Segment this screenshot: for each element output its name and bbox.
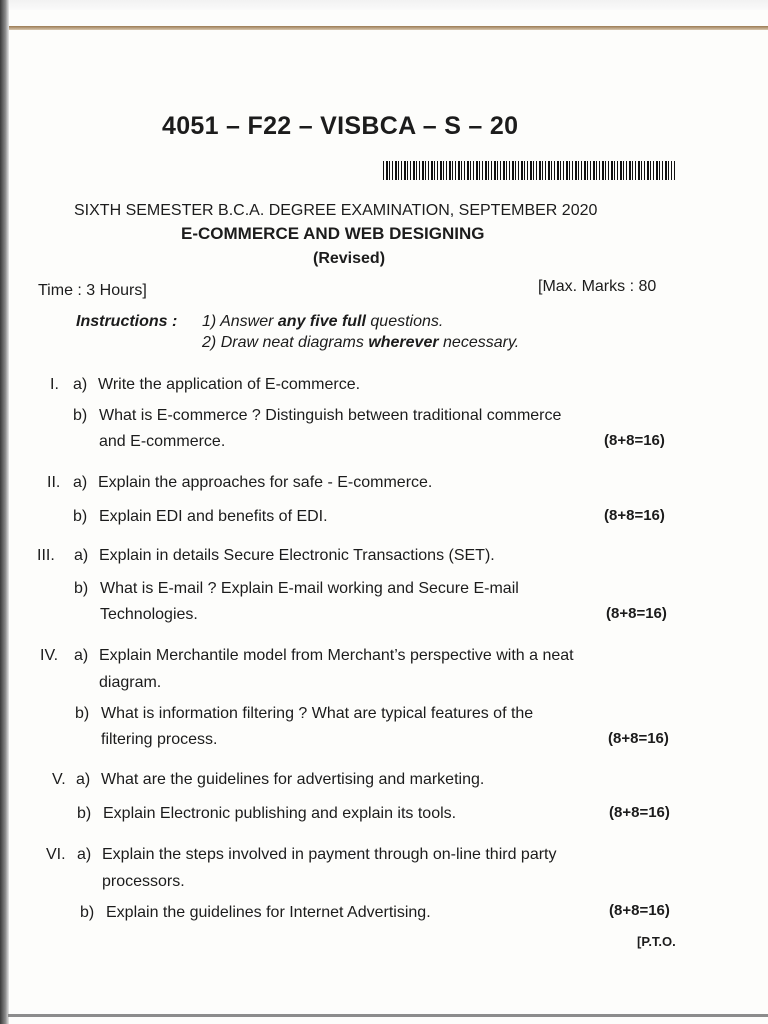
part-label: a) [76, 771, 91, 788]
part-label: b) [80, 904, 95, 921]
barcode [383, 161, 675, 180]
instruction-2: 2) Draw neat diagrams wherever necessary. [202, 334, 520, 351]
time-duration: Time : 3 Hours] [38, 282, 147, 299]
part-label: b) [73, 407, 88, 424]
question-text: Explain the approaches for safe - E-commerce. [98, 474, 433, 491]
marks-label: (8+8=16) [608, 730, 669, 747]
question-number: IV. [40, 647, 59, 664]
question-number: I. [50, 376, 59, 393]
max-marks: [Max. Marks : 80 [538, 278, 657, 295]
part-label: a) [74, 647, 89, 664]
subject-title: E-COMMERCE AND WEB DESIGNING [181, 224, 485, 243]
question-text: Explain the guidelines for Internet Advertising. [106, 904, 431, 921]
question-text: What is E-commerce ? Distinguish between traditional commerce [99, 407, 562, 424]
revised-label: (Revised) [313, 250, 386, 267]
question-text: Explain the steps involved in payment through on-line third party [102, 846, 557, 863]
question-text: processors. [102, 873, 185, 890]
part-label: a) [74, 547, 89, 564]
paper-code: 4051 – F22 – VISBCA – S – 20 [162, 112, 519, 140]
question-number: II. [47, 474, 61, 491]
exam-title: SIXTH SEMESTER B.C.A. DEGREE EXAMINATION, SEPTEMBER 2020 [74, 202, 598, 219]
part-label: a) [73, 474, 88, 491]
marks-label: (8+8=16) [604, 432, 665, 449]
question-text: Explain in details Secure Electronic Transactions (SET). [99, 547, 495, 564]
please-turn-over: [P.T.O. [637, 934, 676, 949]
question-text: What are the guidelines for advertising and marketing. [101, 771, 485, 788]
instructions-label: Instructions : [76, 313, 178, 330]
question-text: Write the application of E-commerce. [98, 376, 361, 393]
part-label: b) [73, 508, 88, 525]
question-text: What is information filtering ? What are typical features of the [101, 705, 534, 722]
marks-label: (8+8=16) [609, 902, 670, 919]
question-text: filtering process. [101, 731, 218, 748]
marks-label: (8+8=16) [606, 605, 667, 622]
part-label: a) [73, 376, 88, 393]
question-number: III. [37, 547, 55, 564]
instruction-1: 1) Answer any five full questions. [202, 313, 444, 330]
part-label: b) [75, 705, 90, 722]
question-text: Explain EDI and benefits of EDI. [99, 508, 328, 525]
question-text: Technologies. [100, 606, 198, 623]
question-text: diagram. [99, 674, 162, 691]
marks-label: (8+8=16) [609, 804, 670, 821]
marks-label: (8+8=16) [604, 507, 665, 524]
part-label: b) [74, 580, 89, 597]
question-text: What is E-mail ? Explain E-mail working and Secure E-mail [100, 580, 519, 597]
question-number: VI. [46, 846, 66, 863]
question-text: Explain Electronic publishing and explain its tools. [103, 805, 457, 822]
question-number: V. [52, 771, 66, 788]
part-label: a) [77, 846, 92, 863]
part-label: b) [77, 805, 92, 822]
question-text: and E-commerce. [99, 433, 226, 450]
question-text: Explain Merchantile model from Merchant’s perspective with a neat [99, 647, 574, 664]
